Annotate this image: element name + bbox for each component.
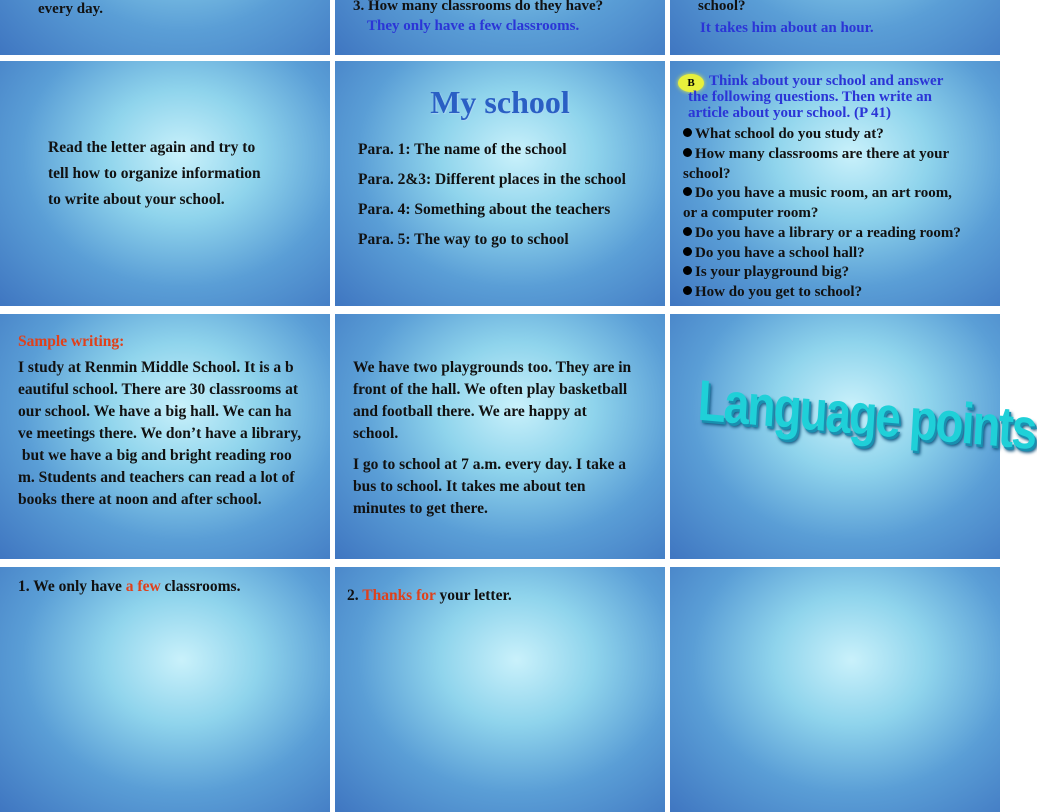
highlight-phrase: Thanks for	[362, 587, 436, 604]
slide-point-thanks-for	[335, 567, 665, 812]
sample-line: school.	[353, 425, 399, 442]
task-heading: the following questions. Then write an	[688, 89, 932, 105]
point-line: 2. Thanks for your letter.	[347, 587, 512, 604]
slide-title: My school	[430, 84, 570, 120]
question-text: 3. How many classrooms do they have?	[353, 0, 604, 14]
question-item-continued: school?	[683, 166, 731, 182]
sample-line: front of the hall. We often play basketball	[353, 381, 628, 398]
wordart-title: Language points	[696, 367, 1037, 462]
sample-line: I study at Renmin Middle School. It is a b	[18, 359, 294, 376]
sample-line: our school. We have a big hall. We can ha	[18, 403, 292, 420]
bullet-icon	[683, 286, 692, 295]
slide-read-letter	[0, 61, 330, 306]
slide-point-a-few	[0, 567, 330, 812]
bullet-icon	[683, 247, 692, 256]
slide-think-about-school	[670, 61, 1000, 306]
slide-language-points	[670, 314, 1037, 559]
question-text: school?	[698, 0, 746, 14]
sample-line: bus to school. It takes me about ten	[353, 478, 586, 495]
answer-text: It takes him about an hour.	[700, 20, 874, 36]
para-item: Para. 5: The way to go to school	[358, 231, 569, 248]
slide-my-school	[335, 61, 665, 306]
instruction-line: Read the letter again and try to	[48, 139, 256, 156]
para-item: Para. 1: The name of the school	[358, 141, 567, 158]
bullet-icon	[683, 227, 692, 236]
bullet-icon	[683, 128, 692, 137]
question-item-continued: or a computer room?	[683, 205, 819, 221]
slide-every-day	[0, 0, 330, 55]
slide-text: every day.	[38, 1, 103, 17]
sample-line: but we have a big and bright reading roo	[18, 447, 292, 464]
slide-question-classrooms	[335, 0, 665, 55]
sample-label: Sample writing:	[18, 333, 125, 350]
bullet-icon	[683, 148, 692, 157]
point-line: 1. We only have a few classrooms.	[18, 578, 241, 595]
slide-sample-writing	[0, 314, 330, 559]
question-item: Do you have a music room, an art room,	[683, 184, 952, 202]
question-item: What school do you study at?	[683, 125, 884, 143]
question-item: Do you have a library or a reading room?	[683, 224, 961, 242]
question-item: How many classrooms are there at your	[683, 145, 949, 163]
slide-sample-continued	[335, 314, 665, 559]
task-heading: Think about your school and answer	[709, 73, 944, 89]
section-badge: B	[678, 74, 704, 92]
sample-line: m. Students and teachers can read a lot of	[18, 469, 295, 486]
instruction-line: tell how to organize information	[48, 165, 261, 182]
sample-line: and football there. We are happy at	[353, 403, 587, 420]
slide-question-time	[670, 0, 1000, 55]
sample-line: minutes to get there.	[353, 500, 488, 517]
slide-blank	[670, 567, 1000, 812]
question-item: Do you have a school hall?	[683, 244, 865, 262]
para-item: Para. 2&3: Different places in the school	[358, 171, 626, 188]
sample-line: I go to school at 7 a.m. every day. I take a	[353, 456, 626, 473]
question-item: How do you get to school?	[683, 283, 862, 301]
highlight-phrase: a few	[125, 578, 161, 595]
sample-line: eautiful school. There are 30 classrooms at	[18, 381, 298, 398]
sample-line: books there at noon and after school.	[18, 491, 262, 508]
para-item: Para. 4: Something about the teachers	[358, 201, 611, 218]
task-heading: article about your school. (P 41)	[688, 105, 892, 121]
bullet-icon	[683, 187, 692, 196]
sample-line: We have two playgrounds too. They are in	[353, 359, 632, 376]
instruction-line: to write about your school.	[48, 191, 225, 208]
answer-text: They only have a few classrooms.	[367, 18, 580, 34]
bullet-icon	[683, 266, 692, 275]
question-item: Is your playground big?	[683, 263, 849, 281]
sample-line: ve meetings there. We don’t have a library,	[18, 425, 302, 442]
